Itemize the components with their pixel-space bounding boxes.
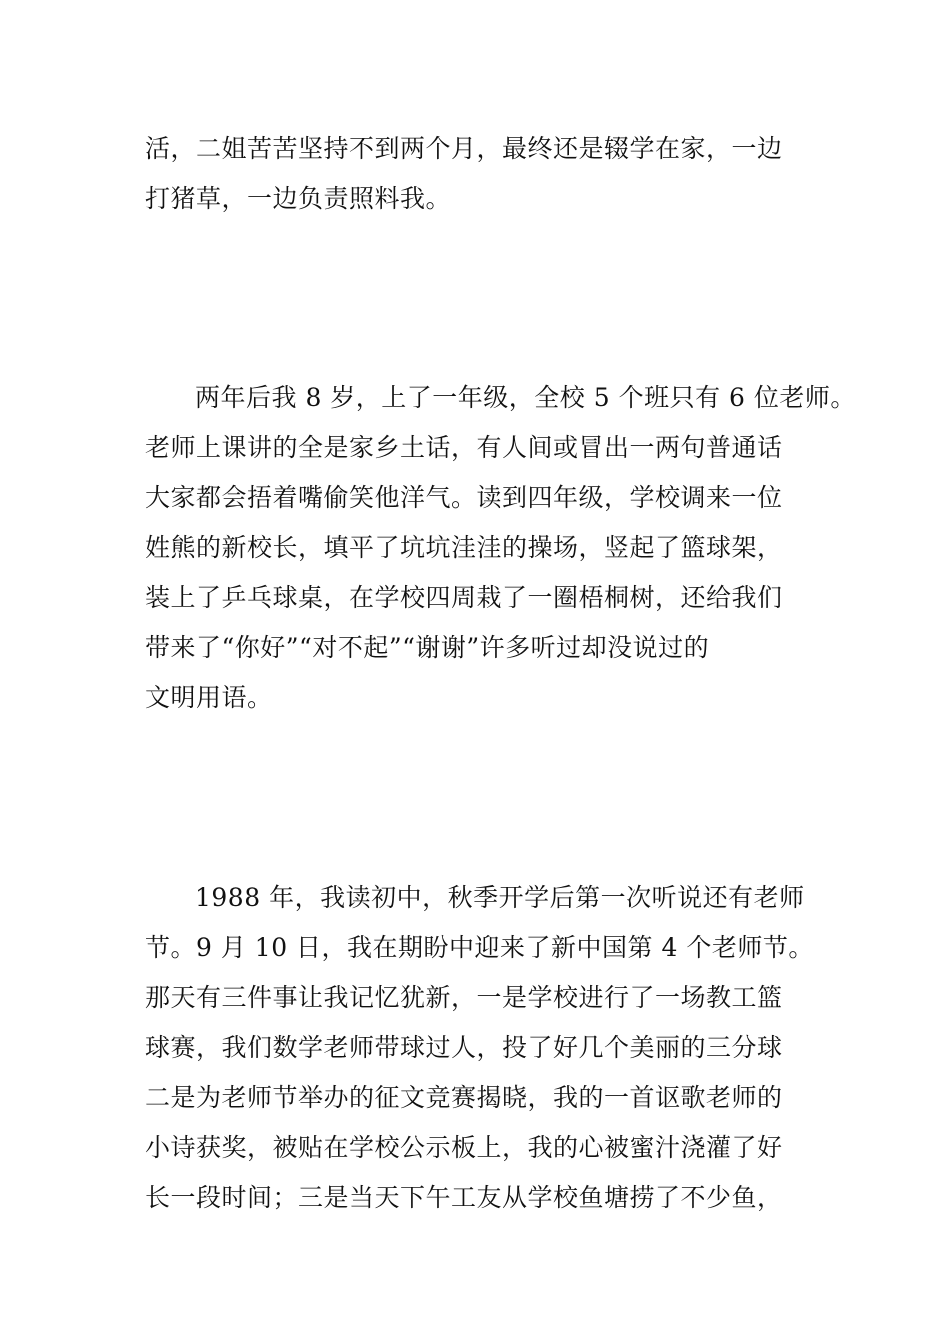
paragraph-1-line-2: 打猪草，一边负责照料我。 xyxy=(145,184,452,213)
paragraph-3-line-3: 那天有三件事让我记忆犹新，一是学校进行了一场教工篮 xyxy=(145,983,783,1012)
paragraph-3-line-1: 1988 年，我读初中，秋季开学后第一次听说还有老师 xyxy=(195,883,805,912)
paragraph-3-line-5: 二是为老师节举办的征文竞赛揭晓，我的一首讴歌老师的 xyxy=(145,1083,783,1112)
paragraph-2-line-6: 带来了“你好”“对不起”“谢谢”许多听过却没说过的 xyxy=(145,633,710,662)
paragraph-3-line-4: 球赛，我们数学老师带球过人，投了好几个美丽的三分球 xyxy=(145,1033,783,1062)
paragraph-2-line-2: 老师上课讲的全是家乡土话，有人间或冒出一两句普通话 xyxy=(145,433,783,462)
paragraph-1-line-1: 活，二姐苦苦坚持不到两个月，最终还是辍学在家，一边 xyxy=(145,134,783,163)
paragraph-2-line-5: 装上了乒乓球桌，在学校四周栽了一圈梧桐树，还给我们 xyxy=(145,583,783,612)
paragraph-2-line-3: 大家都会捂着嘴偷笑他洋气。读到四年级，学校调来一位 xyxy=(145,483,783,512)
paragraph-3-line-6: 小诗获奖，被贴在学校公示板上，我的心被蜜汁浇灌了好 xyxy=(145,1133,783,1162)
paragraph-3-line-7: 长一段时间；三是当天下午工友从学校鱼塘捞了不少鱼， xyxy=(145,1183,783,1212)
paragraph-2-line-4: 姓熊的新校长，填平了坑坑洼洼的操场，竖起了篮球架， xyxy=(145,533,783,562)
paragraph-3-line-2: 节。9 月 10 日，我在期盼中迎来了新中国第 4 个老师节。 xyxy=(145,933,814,962)
paragraph-2-line-1: 两年后我 8 岁，上了一年级，全校 5 个班只有 6 位老师。 xyxy=(195,383,856,412)
paragraph-2-line-7: 文明用语。 xyxy=(145,683,273,712)
